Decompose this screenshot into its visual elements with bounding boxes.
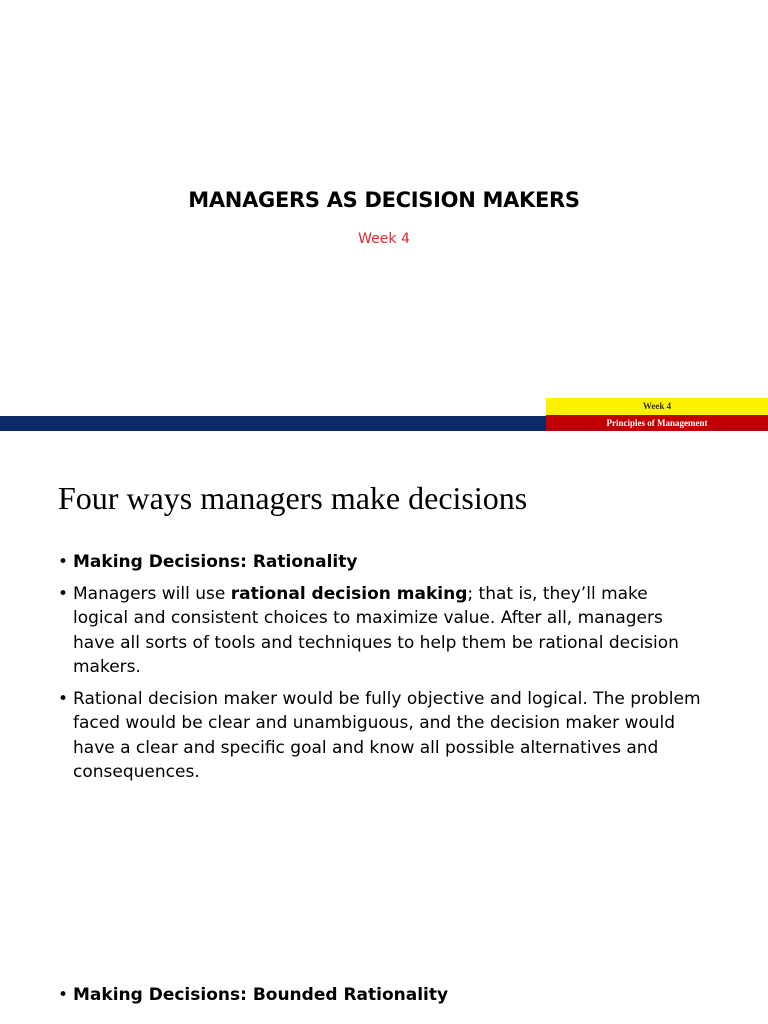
bullet-dot: • <box>58 688 69 709</box>
bullet-bold-term: rational decision making <box>230 583 468 604</box>
bullet-item <box>58 550 708 575</box>
slide-subtitle: Week 4 <box>358 231 410 247</box>
content-slide-title: Four ways managers make decisions <box>58 480 528 516</box>
bullet-item <box>58 687 708 785</box>
bullet-list-continued <box>58 983 708 1015</box>
bullet-dot: • <box>58 552 69 572</box>
bullet-text: Rational decision maker would be fully objective and logical. The problem faced would be clear and unambiguous, and the decision maker would have a clear and specific goal and know all possible alternatives and consequences. <box>73 688 701 782</box>
content-slide <box>0 432 768 1024</box>
bullet-heading: Making Decisions: Bounded Rationality <box>73 985 449 1005</box>
bullet-text: Managers will use <box>73 583 231 604</box>
bullet-list <box>58 550 708 792</box>
bullet-text: ; that is, they’ll make logical and consistent choices to maximize value. After all, managers have all sorts of tools and techniques to help them be rational decision makers. <box>73 583 679 677</box>
footer-course-label: Principles of Management <box>546 415 768 431</box>
bullet-heading: Making Decisions: Rationality <box>73 552 358 572</box>
footer-week-label: Week 4 <box>546 398 768 415</box>
bullet-item <box>58 983 708 1008</box>
slide-title: MANAGERS AS DECISION MAKERS <box>188 188 580 212</box>
title-slide <box>0 0 768 432</box>
bullet-dot: • <box>58 985 69 1005</box>
bullet-dot: • <box>58 583 69 604</box>
bullet-item <box>58 582 708 680</box>
